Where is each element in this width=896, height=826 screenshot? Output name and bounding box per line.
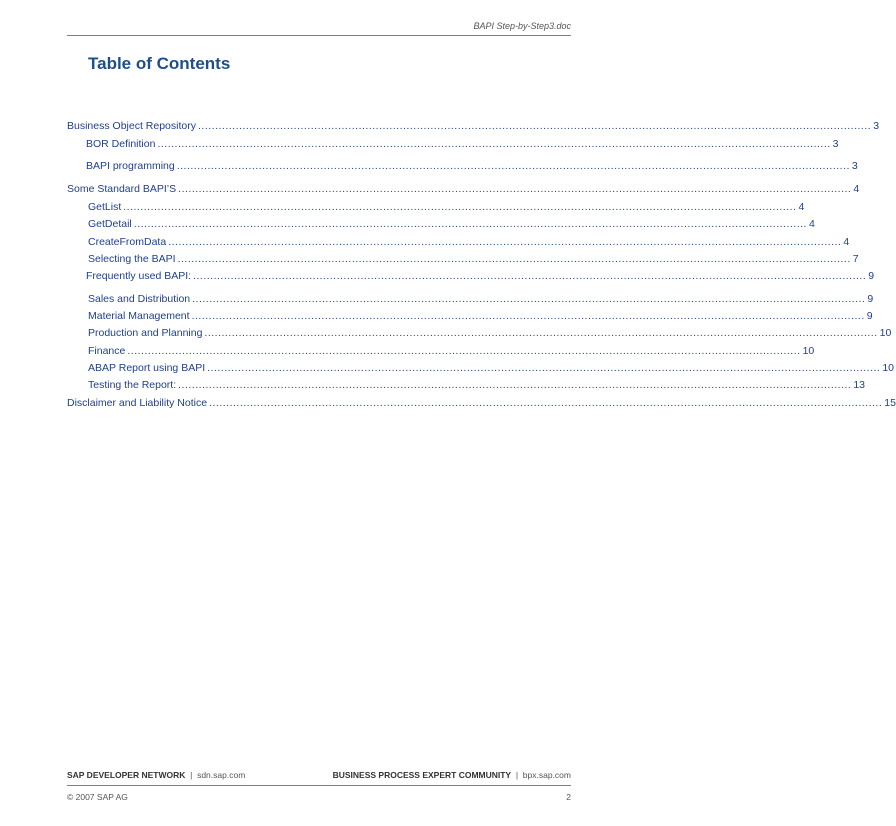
footer-separator: | — [515, 770, 519, 780]
toc-entry-some-standard-bapis[interactable] — [67, 182, 860, 196]
toc-entry-page: 3 — [851, 160, 858, 172]
toc-leader-dots: ..................................................................................................................................................................................................... — [197, 120, 872, 132]
toc-entry-label: Some Standard BAPI’S — [67, 183, 177, 195]
toc-entry-page: 13 — [853, 379, 866, 391]
toc-entry-finance[interactable] — [88, 344, 815, 358]
toc-entry-page: 4 — [808, 218, 815, 230]
toc-leader-dots: ..................................................................................................................................................................................................... — [178, 379, 852, 391]
toc-entry-label: BAPI programming — [86, 160, 175, 172]
page-number: 2 — [566, 792, 571, 802]
toc-leader-dots: ..................................................................................................................................................................................................... — [123, 201, 797, 213]
footer-rule — [67, 785, 571, 786]
toc-entry-page: 9 — [866, 310, 873, 322]
toc-leader-dots: ..................................................................................................................................................................................................... — [168, 236, 842, 248]
toc-entry-page: 10 — [802, 345, 815, 357]
footer-separator: | — [190, 770, 193, 780]
toc-leader-dots: ..................................................................................................................................................................................................... — [191, 310, 865, 322]
footer-sdn — [67, 770, 245, 780]
footer-bpx — [333, 770, 571, 780]
toc-entry-material-management[interactable] — [88, 309, 873, 323]
toc-leader-dots: ..................................................................................................................................................................................................... — [209, 397, 883, 409]
footer-sdn-name: SAP DEVELOPER NETWORK — [67, 770, 186, 780]
toc-leader-dots: ..................................................................................................................................................................................................... — [176, 160, 850, 172]
toc-leader-dots: ..................................................................................................................................................................................................... — [177, 253, 851, 265]
toc-entry-label: Sales and Distribution — [88, 293, 191, 305]
toc-entry-page: 9 — [867, 293, 874, 305]
toc-entry-page: 4 — [853, 183, 860, 195]
toc-entry-label: Production and Planning — [88, 327, 203, 339]
toc-entry-sales-and-distribution[interactable] — [88, 292, 874, 306]
toc-entry-getdetail[interactable] — [88, 217, 815, 231]
toc-entry-label: Selecting the BAPI — [88, 253, 176, 265]
toc-entry-getlist[interactable] — [88, 200, 805, 214]
toc-leader-dots: ..................................................................................................................................................................................................... — [127, 345, 801, 357]
toc-entry-createfromdata[interactable] — [88, 235, 850, 249]
toc-entry-page: 7 — [852, 253, 859, 265]
header-rule — [67, 35, 571, 36]
toc-leader-dots: ..................................................................................................................................................................................................... — [133, 218, 807, 230]
footer-bpx-url[interactable]: bpx.sap.com — [522, 770, 571, 780]
toc-entry-page: 10 — [879, 327, 892, 339]
toc-leader-dots: ..................................................................................................................................................................................................... — [204, 327, 878, 339]
toc-entry-page: 9 — [868, 270, 875, 282]
toc-leader-dots: ..................................................................................................................................................................................................... — [193, 270, 867, 282]
toc-entry-label: BOR Definition — [86, 138, 156, 150]
copyright: © 2007 SAP AG — [67, 792, 128, 802]
toc-entry-disclaimer-and-liability-notice[interactable] — [67, 396, 896, 410]
toc-entry-page: 4 — [843, 236, 850, 248]
toc-leader-dots: ..................................................................................................................................................................................................... — [192, 293, 866, 305]
footer-sdn-url[interactable]: sdn.sap.com — [197, 770, 246, 780]
toc-entry-page: 3 — [873, 120, 880, 132]
toc-leader-dots: ..................................................................................................................................................................................................... — [178, 183, 852, 195]
toc-entry-frequently-used-bapi[interactable] — [86, 269, 875, 283]
toc-leader-dots: ..................................................................................................................................................................................................... — [207, 362, 881, 374]
toc-entry-label: CreateFromData — [88, 236, 167, 248]
toc-entry-page: 4 — [798, 201, 805, 213]
toc-entry-label: Business Object Repository — [67, 120, 196, 132]
toc-entry-business-object-repository[interactable] — [67, 119, 880, 133]
toc-entry-testing-the-report[interactable] — [88, 378, 866, 392]
toc-entry-label: Frequently used BAPI: — [86, 270, 192, 282]
toc-entry-bapi-programming[interactable] — [86, 159, 858, 173]
toc-entry-page: 15 — [884, 397, 896, 409]
toc-entry-page: 10 — [882, 362, 895, 374]
toc-entry-label: GetDetail — [88, 218, 132, 230]
toc-entry-production-and-planning[interactable] — [88, 326, 892, 340]
header-filename: BAPI Step-by-Step3.doc — [473, 21, 571, 31]
toc-entry-label: ABAP Report using BAPI — [88, 362, 206, 374]
toc-entry-page: 3 — [832, 138, 839, 150]
toc-entry-abap-report-using-bapi[interactable] — [88, 361, 895, 375]
toc-entry-bor-definition[interactable] — [86, 137, 839, 151]
toc-entry-label: GetList — [88, 201, 122, 213]
toc-title: Table of Contents — [88, 54, 231, 73]
toc-entry-label: Disclaimer and Liability Notice — [67, 397, 208, 409]
footer-bpx-name: BUSINESS PROCESS EXPERT COMMUNITY — [332, 770, 512, 780]
toc-entry-selecting-the-bapi[interactable] — [88, 252, 859, 266]
toc-leader-dots: ..................................................................................................................................................................................................... — [157, 138, 831, 150]
toc-entry-label: Finance — [88, 345, 126, 357]
toc-entry-label: Testing the Report: — [88, 379, 177, 391]
toc-entry-label: Material Management — [88, 310, 190, 322]
